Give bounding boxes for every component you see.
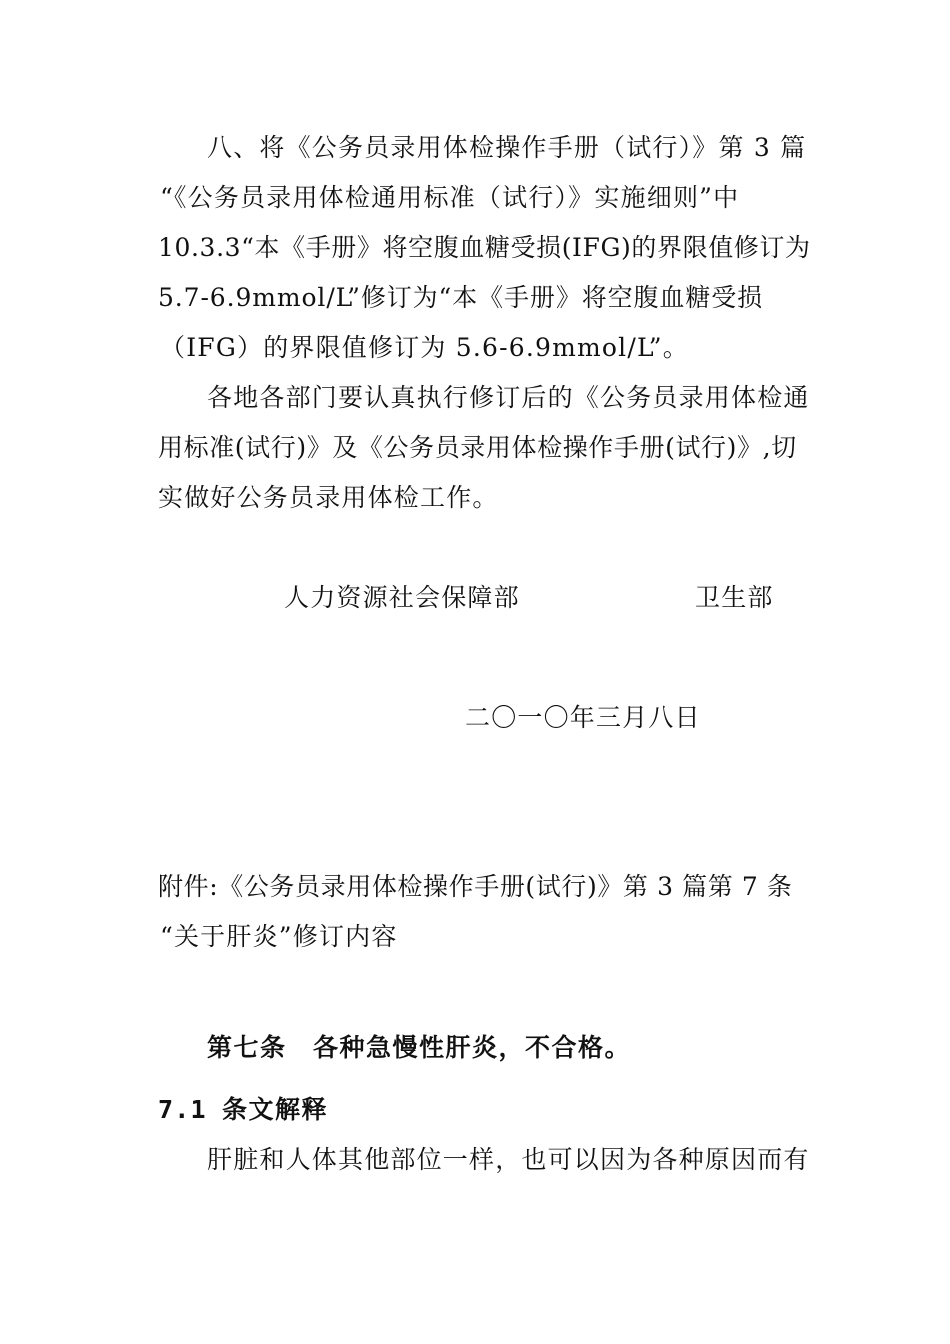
paragraph-eight-line-2: “《公务员录用体检通用标准（试行）》实施细则”中 bbox=[160, 183, 740, 212]
closing-paragraph-line-3: 实做好公务员录用体检工作。 bbox=[158, 483, 499, 512]
signature-date: 二〇一〇年三月八日 bbox=[465, 703, 701, 732]
attachment-line-1: 附件:《公务员录用体检操作手册(试行)》第 3 篇第 7 条 bbox=[158, 872, 793, 901]
paragraph-eight-line-1: 八、将《公务员录用体检操作手册（试行）》第 3 篇 bbox=[207, 133, 807, 162]
section-title: 条文解释 bbox=[222, 1095, 329, 1124]
section-body-line-1: 肝脏和人体其他部位一样，也可以因为各种原因而有 bbox=[207, 1145, 810, 1174]
paragraph-eight-line-3: 10.3.3“本《手册》将空腹血糖受损(IFG)的界限值修订为 bbox=[158, 233, 811, 262]
closing-paragraph-line-2: 用标准(试行)》及《公务员录用体检操作手册(试行)》,切 bbox=[158, 433, 797, 462]
paragraph-eight-line-4: 5.7-6.9mmol/L”修订为“本《手册》将空腹血糖受损 bbox=[158, 283, 764, 312]
closing-paragraph-line-1: 各地各部门要认真执行修订后的《公务员录用体检通 bbox=[207, 383, 810, 412]
article-heading: 第七条 各种急慢性肝炎，不合格。 bbox=[207, 1033, 632, 1062]
paragraph-eight-line-5: （IFG）的界限值修订为 5.6-6.9mmol/L”。 bbox=[160, 333, 689, 362]
signature-ministry-health: 卫生部 bbox=[695, 583, 774, 612]
signature-ministry-hrss: 人力资源社会保障部 bbox=[284, 583, 520, 612]
section-number: 7.1 bbox=[158, 1095, 207, 1124]
attachment-line-2: “关于肝炎”修订内容 bbox=[160, 922, 398, 951]
